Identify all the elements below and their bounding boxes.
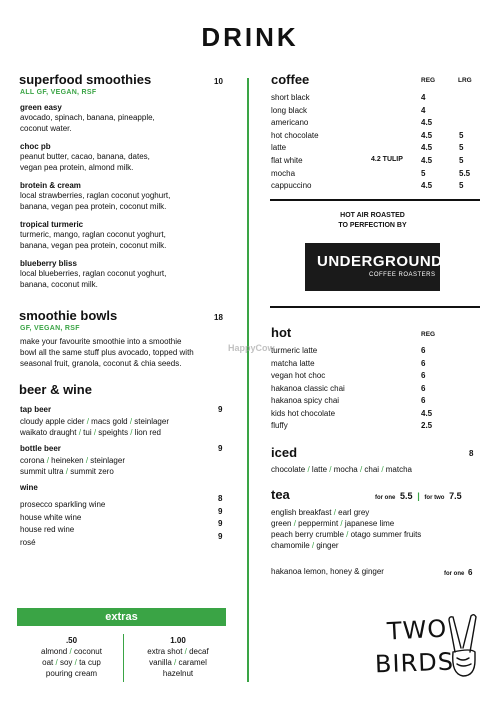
wine-price: 8: [218, 494, 223, 503]
smoothies-price: 10: [214, 77, 223, 86]
tea-item: otago summer fruits: [350, 530, 422, 539]
tea-item: english breakfast: [271, 508, 332, 517]
tap-beer-name: lion red: [134, 428, 161, 437]
hot-price-reg: 6: [421, 383, 426, 393]
tea-item: ginger: [316, 541, 339, 550]
slash-separator: /: [379, 465, 386, 474]
tap-beer-name: tui: [83, 428, 92, 437]
tea-list: [271, 507, 486, 551]
extras-line: [128, 668, 228, 679]
hot-item-name: fluffy: [271, 421, 288, 430]
tap-beer-name: cloudy apple cider: [20, 417, 85, 426]
iced-item: matcha: [385, 465, 412, 474]
coffee-col-reg: REG: [421, 77, 436, 84]
smoothie-desc-line: banana, vegan pea protein, coconut milk.: [20, 202, 167, 211]
smoothie-name: green easy: [20, 103, 62, 112]
coffee-item-name: cappuccino: [271, 181, 312, 191]
extras-line: [24, 657, 119, 668]
iced-price: 8: [469, 449, 474, 458]
coffee-price-reg: 4.5: [421, 143, 433, 153]
bowls-desc-line: seasonal fruit, granola, coconut & chia seeds.: [20, 359, 182, 368]
bowls-desc-line: make your favourite smoothie into a smoothie: [20, 337, 182, 346]
hot-item-name: hakanoa classic chai: [271, 383, 345, 393]
coffee-price-reg: 4.5: [421, 130, 433, 140]
tea-heading: tea: [271, 487, 290, 502]
bottle-beer-list: [20, 455, 245, 477]
bottle-beer-line: [20, 466, 245, 477]
tea-special-name: hakanoa lemon, honey & ginger: [271, 567, 384, 576]
slash-separator: /: [53, 658, 60, 667]
tap-beer-line: [20, 416, 245, 427]
smoothie-desc-line: coconut water.: [20, 124, 72, 133]
extras-item: extra shot: [147, 647, 183, 656]
extras-separator: [123, 634, 124, 682]
tea-item: earl grey: [338, 508, 370, 517]
slash-separator: /: [83, 456, 91, 465]
tea-for-one-price: 5.5: [400, 491, 413, 501]
coffee-price-reg: 4.5: [421, 118, 433, 128]
roaster-tagline-line: TO PERFECTION BY: [338, 222, 407, 229]
hot-price-reg: 6: [421, 346, 426, 355]
coffee-item-name: americano: [271, 118, 309, 128]
slash-separator: /: [63, 467, 71, 476]
tea-special-value: 6: [468, 568, 473, 577]
slash-separator: /: [331, 508, 339, 517]
smoothie-name: tropical turmeric: [20, 220, 84, 229]
slash-separator: /: [291, 519, 299, 528]
coffee-price-lrg: 5: [459, 143, 464, 153]
coffee-item-name: long black: [271, 105, 308, 115]
logo-main-text: UNDERGROUND: [317, 253, 443, 270]
tap-beer-name: macs gold: [91, 417, 128, 426]
tea-special-label: for one: [444, 571, 465, 577]
wine-price: 9: [218, 506, 223, 516]
coffee-col-lrg: LRG: [458, 77, 472, 84]
brand-line-2: BIRDS: [374, 647, 455, 679]
bottle-beer-name: steinlager: [90, 456, 125, 465]
hot-item-name: turmeric latte: [271, 346, 318, 355]
extras-item: coconut: [73, 647, 102, 656]
slash-separator: /: [357, 465, 365, 474]
tap-beer-list: [20, 416, 245, 438]
tea-line: [271, 518, 486, 529]
watermark: HappyCow: [228, 343, 275, 353]
smoothie-desc-line: local strawberries, raglan coconut yoghurt,: [20, 191, 171, 200]
extras-right-column: [128, 635, 228, 679]
tea-item: green: [271, 519, 292, 528]
tap-beer-line: [20, 427, 245, 438]
slash-separator: /: [44, 456, 52, 465]
tap-beer-name: steinlager: [134, 417, 169, 426]
coffee-item-name: latte: [271, 143, 287, 153]
extras-item: pouring cream: [45, 669, 98, 678]
tea-item: chamomile: [271, 541, 310, 550]
column-divider: [247, 78, 249, 682]
wine-label: rosé: [20, 537, 36, 547]
extras-right-items: [128, 646, 228, 679]
beer-wine-heading: beer & wine: [19, 382, 92, 397]
coffee-price-reg: 5: [421, 168, 426, 178]
extras-line: [24, 668, 119, 679]
extras-heading: extras: [17, 608, 226, 626]
smoothie-item: [20, 142, 150, 173]
slash-separator: /: [343, 530, 351, 539]
extras-item: caramel: [178, 658, 207, 667]
hot-price-reg: 4.5: [421, 408, 433, 418]
smoothie-desc-line: avocado, spinach, banana, pineapple,: [20, 113, 155, 122]
iced-item: mocha: [333, 465, 358, 474]
smoothie-desc-line: vegan pea protein, almond milk.: [20, 163, 134, 172]
slash-separator: /: [72, 658, 80, 667]
iced-item: chai: [364, 465, 380, 474]
smoothie-desc-line: peanut butter, cacao, banana, dates,: [20, 152, 150, 161]
coffee-item-name: short black: [271, 93, 310, 102]
bottle-beer-title: bottle beer: [20, 444, 61, 453]
slash-separator: /: [182, 647, 190, 656]
bottle-beer-name: corona: [20, 456, 45, 465]
roaster-rule: [270, 306, 480, 308]
hot-item-name: kids hot chocolate: [271, 408, 336, 418]
extras-line: [24, 646, 119, 657]
bottle-beer-price: 9: [218, 444, 223, 453]
smoothie-desc-line: banana, coconut milk.: [20, 280, 98, 289]
coffee-item-name: mocha: [271, 168, 296, 178]
smoothie-item: [20, 220, 166, 251]
extras-item: soy: [59, 658, 73, 667]
slash-separator: /: [171, 658, 179, 667]
slash-separator: /: [338, 519, 345, 528]
hot-heading: hot: [271, 325, 292, 340]
coffee-price-lrg: 5: [459, 130, 464, 140]
smoothie-desc-line: local blueberries, raglan coconut yoghurt,: [20, 269, 167, 278]
extras-item: almond: [41, 647, 68, 656]
iced-item: chocolate: [271, 465, 306, 474]
extras-item: hazelnut: [162, 669, 194, 678]
extras-item: decaf: [189, 647, 209, 656]
slash-separator: /: [327, 465, 334, 474]
coffee-item-name: hot chocolate: [271, 130, 319, 140]
slash-separator: /: [91, 428, 99, 437]
tea-for-two-label: for two: [424, 495, 445, 501]
tea-for-one: [375, 491, 462, 501]
hot-price-reg: 6: [421, 358, 426, 368]
tap-beer-name: waikato draught: [20, 428, 77, 437]
hot-price-reg: 6: [421, 396, 426, 405]
tea-item: japanese lime: [344, 519, 395, 528]
tap-beer-name: speights: [98, 428, 129, 437]
slash-separator: /: [309, 541, 317, 550]
hot-col-reg: REG: [421, 331, 436, 338]
slash-separator: /: [127, 417, 135, 426]
bowls-dietary: GF, VEGAN, RSF: [20, 325, 80, 332]
extras-item: ta cup: [79, 658, 101, 667]
smoothie-desc-line: banana, vegan pea protein, coconut milk.: [20, 241, 167, 250]
coffee-item-name: flat white: [271, 156, 303, 165]
bowls-price: 18: [214, 313, 223, 322]
tea-line: [271, 507, 486, 518]
peace-hand-icon: [445, 612, 485, 682]
smoothie-name: choc pb: [20, 142, 51, 151]
wine-price: 9: [218, 519, 223, 528]
bowls-heading: smoothie bowls: [19, 308, 118, 323]
coffee-item-note: 4.2 TULIP: [371, 156, 403, 163]
hot-price-reg: 2.5: [421, 421, 433, 430]
slash-separator: /: [305, 465, 312, 474]
brand-line-1: TWO: [386, 614, 448, 646]
extras-left-column: [24, 635, 119, 679]
extras-item: vanilla: [149, 658, 172, 667]
iced-list: [271, 465, 412, 474]
smoothie-item: [20, 259, 166, 290]
logo-sub-text: COFFEE ROASTERS: [369, 272, 436, 278]
bottle-beer-line: [20, 455, 245, 466]
tea-for-two-price: 7.5: [449, 491, 462, 501]
tea-line: [271, 529, 486, 540]
wine-label: prosecco sparkling wine: [20, 500, 106, 509]
wine-label: house white wine: [20, 512, 82, 522]
smoothie-desc-line: turmeric, mango, raglan coconut yoghurt,: [20, 230, 166, 239]
coffee-price-lrg: 5: [459, 181, 464, 191]
iced-heading: iced: [271, 445, 298, 460]
extras-left-price: .50: [65, 636, 78, 645]
two-birds-logo: [375, 612, 485, 687]
underground-logo: [305, 243, 443, 291]
coffee-price-reg: 4: [421, 105, 426, 115]
roaster-tagline: [300, 211, 445, 231]
coffee-heading: coffee: [271, 72, 310, 87]
tea-price-divider: |: [417, 491, 420, 501]
slash-separator: /: [84, 417, 92, 426]
extras-left-items: [24, 646, 119, 679]
hot-item-name: matcha latte: [271, 358, 315, 368]
bottle-beer-name: heineken: [51, 456, 84, 465]
smoothie-item: [20, 103, 155, 134]
coffee-price-reg: 4.5: [421, 181, 433, 191]
wine-label: house red wine: [20, 525, 75, 534]
hot-price-reg: 6: [421, 371, 426, 380]
tea-line: [271, 540, 486, 551]
bottle-beer-name: summit zero: [70, 467, 114, 476]
tap-beer-title: tap beer: [20, 405, 52, 414]
tea-special-price: [444, 568, 472, 577]
hot-item-name: hakanoa spicy chai: [271, 396, 340, 405]
smoothies-dietary: ALL GF, VEGAN, RSF: [20, 89, 97, 96]
slash-separator: /: [128, 428, 135, 437]
slash-separator: /: [76, 428, 84, 437]
tap-beer-price: 9: [218, 405, 223, 414]
extras-line: [128, 657, 228, 668]
bowls-description: [20, 336, 245, 369]
coffee-rule: [270, 199, 480, 201]
extras-line: [128, 646, 228, 657]
smoothie-name: blueberry bliss: [20, 259, 77, 268]
coffee-price-lrg: 5.5: [459, 168, 471, 178]
extras-item: oat: [42, 658, 54, 667]
smoothie-item: [20, 181, 170, 212]
iced-item: latte: [311, 465, 328, 474]
tea-item: peach berry crumble: [271, 530, 344, 539]
wine-title: wine: [20, 483, 38, 492]
tea-for-one-label: for one: [375, 495, 396, 501]
bowls-desc-line: bowl all the same stuff plus avocado, topped with: [20, 348, 194, 357]
coffee-price-lrg: 5: [459, 156, 464, 165]
tea-item: peppermint: [298, 519, 339, 528]
coffee-price-reg: 4.5: [421, 156, 433, 165]
slash-separator: /: [67, 647, 74, 656]
wine-row: [20, 532, 225, 550]
smoothie-name: brotein & cream: [20, 181, 81, 190]
hot-item-name: vegan hot choc: [271, 371, 326, 380]
roaster-tagline-line: HOT AIR ROASTED: [340, 212, 405, 219]
extras-right-price: 1.00: [170, 636, 186, 645]
smoothies-heading: superfood smoothies: [19, 72, 152, 87]
wine-price: 9: [218, 531, 223, 541]
bottle-beer-name: summit ultra: [20, 467, 64, 476]
coffee-price-reg: 4: [421, 93, 426, 102]
page-title: DRINK: [201, 22, 299, 52]
